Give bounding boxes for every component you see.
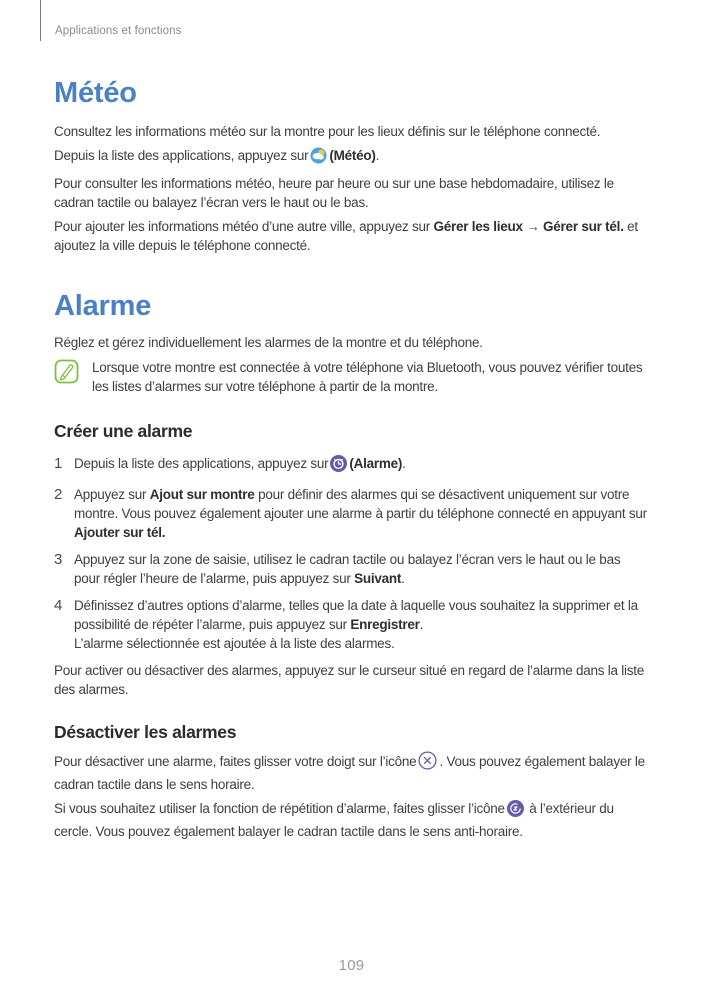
step-1-number: 1 <box>54 455 63 472</box>
step-2 <box>54 485 649 542</box>
step-4-number: 4 <box>54 597 63 614</box>
snooze-icon <box>507 800 524 822</box>
create-alarm-steps <box>54 454 649 653</box>
step-2-text <box>74 485 649 542</box>
step-3 <box>54 550 649 588</box>
page-number: 109 <box>338 957 365 974</box>
step-2-number: 2 <box>54 486 63 503</box>
alarme-app-name: (Alarme) <box>349 456 403 471</box>
step-1-pre: Depuis la liste des applications, appuyez sur <box>74 456 329 471</box>
step-4-text <box>74 596 649 653</box>
button-suivant: Suivant <box>354 571 402 586</box>
meteo-p2-pre: Depuis la liste des applications, appuyez sur <box>54 148 309 163</box>
disable-p1-pre: Pour désactiver une alarme, faites glisser votre doigt sur l’icône <box>54 754 417 769</box>
alarm-clock-icon <box>330 455 347 477</box>
step-2-mid: pour définir des alarmes qui se désactivent uniquement sur votre montre. Vous pouvez également ajouter une alarme à partir du téléphone connecté en appuyant sur <box>74 487 647 521</box>
note-icon <box>54 358 79 389</box>
weather-icon <box>310 147 327 169</box>
meteo-p2-post: . <box>375 148 380 163</box>
alarme-section-title: Alarme <box>54 290 152 322</box>
button-enregistrer: Enregistrer <box>350 617 420 632</box>
toggle-alarms-paragraph: Pour activer ou désactiver des alarmes, appuyez sur le curseur situé en regard de l’alarme dans la liste des alarmes. <box>54 663 645 697</box>
meteo-app-name: (Météo) <box>329 148 376 163</box>
step-3-post: . <box>401 571 405 586</box>
meteo-section-title: Météo <box>54 77 137 109</box>
meteo-paragraph-1: Consultez les informations météo sur la montre pour les lieux définis sur le téléphone connecté. <box>54 124 601 139</box>
step-1-text <box>74 454 649 477</box>
create-alarm-heading: Créer une alarme <box>54 421 193 441</box>
meteo-menu-gerer-les-lieux: Gérer les lieux <box>433 219 523 234</box>
meteo-p4-post: et ajoutez la ville depuis le téléphone connecté. <box>54 219 638 253</box>
step-3-number: 3 <box>54 551 63 568</box>
step-1-post: . <box>402 456 406 471</box>
step-4 <box>54 596 649 653</box>
step-4-post: . <box>419 617 424 632</box>
meteo-paragraph-2 <box>54 146 649 169</box>
note-box <box>54 358 649 396</box>
button-ajout-sur-montre: Ajout sur montre <box>149 487 255 502</box>
note-text: Lorsque votre montre est connectée à votre téléphone via Bluetooth, vous pouvez vérifier toutes les listes d’alarmes sur votre téléphone à partir de la montre. <box>92 360 643 394</box>
meteo-paragraph-3: Pour consulter les informations météo, heure par heure ou sur une base hebdomadaire, utilisez le cadran tactile ou balayez l’écran vers le haut ou le bas. <box>54 176 614 210</box>
step-4-pre: Définissez d’autres options d’alarme, telles que la date à laquelle vous souhaitez la supprimer et la possibilité de répéter l’alarme, puis appuyez sur <box>74 598 638 632</box>
meteo-menu-gerer-sur-tel: Gérer sur tél. <box>543 219 624 234</box>
disable-paragraph-1 <box>54 751 649 794</box>
header-rule <box>40 0 41 41</box>
step-1 <box>54 454 649 477</box>
step-3-text <box>74 550 649 588</box>
meteo-p4-pre: Pour ajouter les informations météo d’une autre ville, appuyez sur <box>54 219 434 234</box>
step-3-pre: Appuyez sur la zone de saisie, utilisez le cadran tactile ou balayez l’écran vers le haut ou le bas pour régler l’heure de l’alarme, puis appuyez sur <box>74 552 621 586</box>
disable-alarms-heading: Désactiver les alarmes <box>54 722 237 742</box>
meteo-paragraph-4 <box>54 217 649 255</box>
button-ajouter-sur-tel: Ajouter sur tél. <box>74 525 166 540</box>
step-2-pre: Appuyez sur <box>74 487 150 502</box>
disable-p1-post: . Vous pouvez également balayer le cadran tactile dans le sens horaire. <box>54 754 645 792</box>
alarme-intro: Réglez et gérez individuellement les alarmes de la montre et du téléphone. <box>54 335 483 350</box>
dismiss-x-icon <box>418 751 437 775</box>
running-header: Applications et fonctions <box>55 25 182 37</box>
arrow-glyph: → <box>522 219 544 234</box>
disable-p2-pre: Si vous souhaitez utiliser la fonction de répétition d’alarme, faites glisser l’icône <box>54 801 505 816</box>
disable-p2-post: à l’extérieur du cercle. Vous pouvez également balayer le cadran tactile dans le sens anti-horaire. <box>54 801 614 839</box>
step-4-result: L’alarme sélectionnée est ajoutée à la liste des alarmes. <box>74 636 395 651</box>
disable-paragraph-2 <box>54 799 649 841</box>
